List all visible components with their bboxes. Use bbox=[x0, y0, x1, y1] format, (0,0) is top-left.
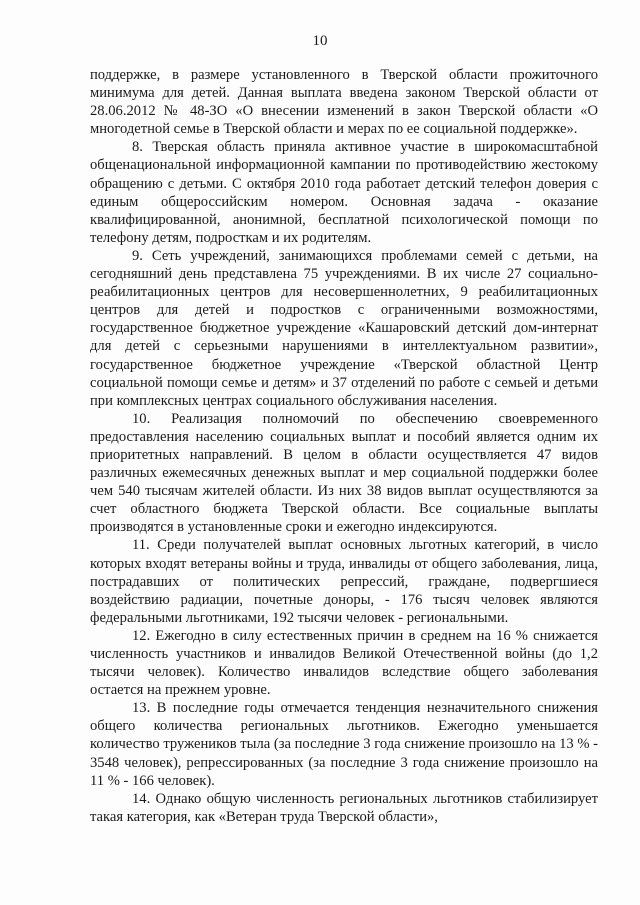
paragraph-14: 14. Однако общую численность региональных льготников стабилизирует такая категория, как «Ветеран труда Тверской области», bbox=[90, 790, 598, 825]
document-body bbox=[90, 66, 598, 826]
paragraph-11: 11. Среди получателей выплат основных льготных категорий, в число которых входят ветераны войны и труда, инвалиды от общего заболевания, лица, пострадавших от политических репрессий, граждане, подвергшиеся воздействию радиации, почетные доноры, - 176 тысяч человек являются федеральными льготниками, 192 тысячи человек - региональными. bbox=[90, 537, 598, 626]
paragraph-13: 13. В последние годы отмечается тенденция незначительного снижения общего количества региональных льготников. Ежегодно уменьшается количество тружеников тыла (за последние 3 года снижение произошло на 13 % - 3548 человек), репрессированных (за последние 3 года снижение произошло на 11 % - 166 человек). bbox=[90, 700, 598, 789]
paragraph-10: 10. Реализация полномочий по обеспечению своевременного предоставления населению социальных выплат и пособий является одним их приоритетных направлений. В целом в области осуществляется 47 видов различных ежемесячных денежных выплат и мер социальной поддержки более чем 540 тысячам жителей области. Из них 38 видов выплат осуществляются за счет областного бюджета Тверской области. Все социальные выплаты производятся в установленные сроки и ежегодно индексируются. bbox=[90, 410, 598, 536]
page-number: 10 bbox=[312, 33, 328, 49]
paragraph-continuation: поддержке, в размере установленного в Тверской области прожиточного минимума для детей. Данная выплата введена законом Тверской области от 28.06.2012 № 48-ЗО «О внесении изменений в закон Тверской области «О многодетной семье в Тверской области и мерах по ее социальной поддержке». bbox=[90, 67, 598, 138]
paragraph-8: 8. Тверская область приняла активное участие в широкомасштабной общенациональной информационной кампании по противодействию жестокому обращению с детьми. С октября 2010 года работает детский телефон доверия с единым общероссийским номером. Основная задача - оказание квалифицированной, анонимной, бесплатной психологической помощи по телефону детям, подросткам и их родителям. bbox=[90, 139, 598, 246]
paragraph-9: 9. Сеть учреждений, занимающихся проблемами семей с детьми, на сегодняшний день представлена 75 учреждениями. В их числе 27 социально-реабилитационных центров для несовершеннолетних, 9 реабилитационных центров для детей и подростков с ограниченными возможностями, государственное бюджетное учреждение «Кашаровский детский дом-интернат для детей с серьезными нарушениями в интеллектуальном развитии», государственное бюджетное учреждение «Тверской областной Центр социальной помощи семье и детям» и 37 отделений по работе с семьей и детьми при комплексных центрах социального обслуживания населения. bbox=[90, 247, 598, 409]
paragraph-12: 12. Ежегодно в силу естественных причин в среднем на 16 % снижается численность участников и инвалидов Великой Отечественной войны (до 1,2 тысячи человек). Количество инвалидов вследствие общего заболевания остается на прежнем уровне. bbox=[90, 627, 598, 699]
